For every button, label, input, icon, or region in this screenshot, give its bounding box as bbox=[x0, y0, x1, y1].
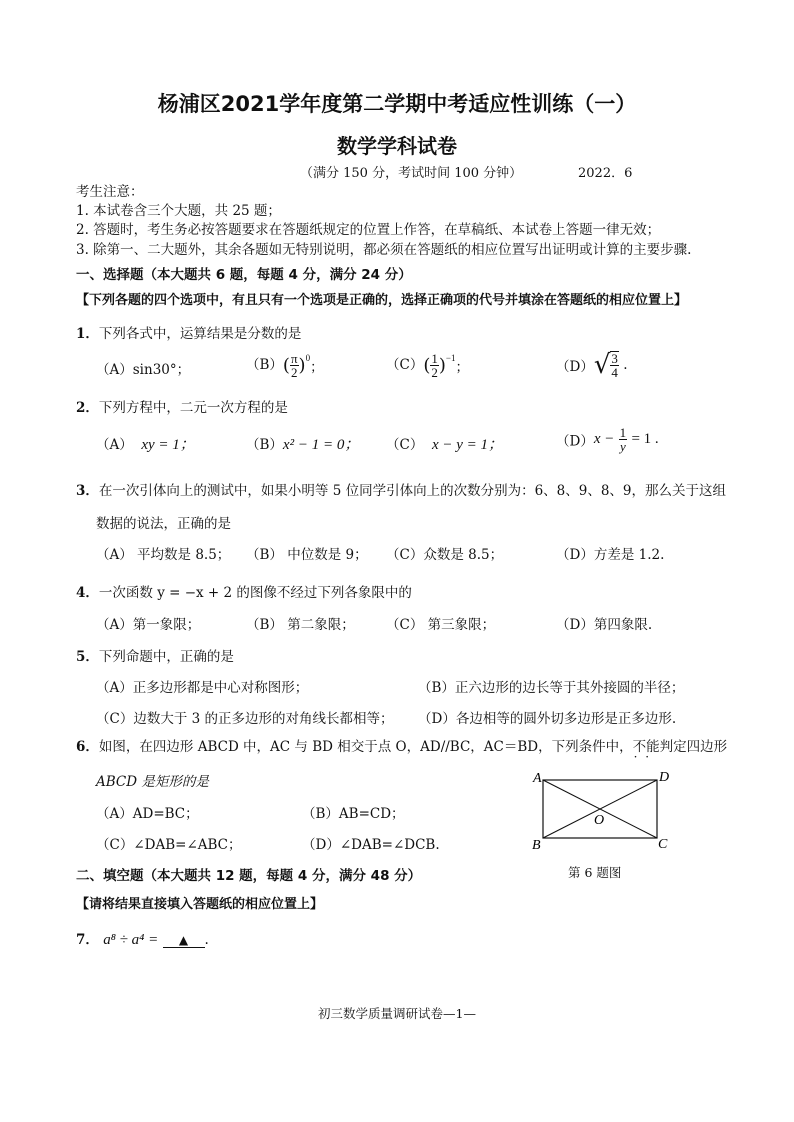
question-7 bbox=[76, 928, 209, 949]
option-label: （D） bbox=[556, 433, 594, 450]
section2-heading: 二、填空题（本大题共 12 题，每题 4 分，满分 48 分） bbox=[76, 868, 422, 884]
q3-option-a: （A） 平均数是 8.5； bbox=[96, 547, 231, 563]
notice-item-1: 1. 本试卷含三个大题，共 25 题； bbox=[76, 203, 281, 219]
q6-option-b: （B）AB=CD； bbox=[302, 806, 405, 822]
question-text: 下列各式中，运算结果是分数的是 bbox=[98, 326, 302, 342]
label-b: B bbox=[532, 838, 541, 853]
question-number: 4． bbox=[76, 585, 99, 601]
q1-option-b: （B）( $\frac{\pi}{2}$ )$^0$； bbox=[246, 351, 324, 380]
option-label: （B） bbox=[246, 437, 283, 453]
question-6 bbox=[76, 735, 727, 755]
q4-option-c: （C） 第三象限； bbox=[386, 617, 496, 633]
exponent: 0 bbox=[305, 353, 311, 363]
section2-instruction: 【请将结果直接填入答题纸的相应位置上】 bbox=[76, 897, 324, 912]
question-1 bbox=[76, 322, 301, 342]
q6-option-c: （C）∠DAB=∠ABC； bbox=[96, 837, 242, 853]
option-label: （B） bbox=[246, 357, 283, 373]
option-text: sin30°； bbox=[132, 362, 191, 378]
fraction-denominator: y bbox=[620, 439, 626, 454]
q4-option-a: （A）第一象限； bbox=[96, 617, 201, 633]
question-text: . bbox=[204, 932, 209, 948]
fraction-denominator: 4 bbox=[611, 365, 618, 380]
option-label: （A） bbox=[96, 437, 133, 453]
q3-option-d: （D）方差是 1.2. bbox=[556, 547, 665, 563]
question-text: 如图，在四边形 ABCD 中，AC 与 BD 相交于点 O，AD//BC，AC＝BD，下列条件中， bbox=[98, 739, 633, 755]
label-d: D bbox=[659, 770, 670, 785]
section1-instruction: 【下列各题的四个选项中，有且只有一个选项是正确的，选择正确项的代号并填涂在答题纸的相应位置上】 bbox=[76, 293, 688, 308]
exam-date: 2022．6 bbox=[578, 166, 633, 181]
question-number: 2． bbox=[76, 400, 99, 416]
option-label: （A） bbox=[96, 362, 133, 378]
option-text: xy = 1； bbox=[141, 437, 195, 453]
q2-option-b bbox=[246, 433, 359, 454]
q6-figure bbox=[528, 764, 678, 854]
option-label: （C） bbox=[386, 437, 424, 453]
option-label: （D） bbox=[556, 359, 594, 375]
page-footer: 初三数学质量调研试卷—1— bbox=[318, 1006, 476, 1021]
radical-icon: √ bbox=[593, 350, 611, 380]
triangle-icon: ▲ bbox=[178, 933, 189, 947]
q6-option-a: （A）AD=BC； bbox=[96, 806, 199, 822]
fraction-denominator: 2 bbox=[431, 365, 438, 380]
question-text: 下列命题中，正确的是 bbox=[98, 649, 234, 665]
fraction-numerator: 1 bbox=[431, 351, 438, 366]
q5-option-a: （A）正多边形都是中心对称图形； bbox=[96, 680, 309, 696]
q4-option-b: （B） 第二象限； bbox=[246, 617, 355, 633]
label-a: A bbox=[533, 771, 542, 786]
q3-option-c: （C）众数是 8.5； bbox=[386, 547, 504, 563]
fraction-numerator: π bbox=[290, 351, 298, 366]
question-number: 1． bbox=[76, 326, 99, 342]
notice-item-2: 2. 答题时，考生务必按答题要求在答题纸规定的位置上作答，在草稿纸、本试卷上答题一律无效； bbox=[76, 222, 661, 238]
q1-option-a bbox=[96, 358, 190, 378]
fraction-numerator: 1 bbox=[619, 425, 627, 440]
q3-option-b: （B） 中位数是 9； bbox=[246, 547, 368, 563]
emphasis-text: 不能 · · bbox=[633, 739, 660, 755]
question-2 bbox=[76, 396, 288, 416]
question-number: 5． bbox=[76, 649, 99, 665]
fraction-denominator: 2 bbox=[290, 365, 298, 380]
q5-option-c: （C）边数大于 3 的正多边形的对角线长都相等； bbox=[96, 711, 394, 727]
question-5 bbox=[76, 645, 234, 665]
q2-option-d bbox=[556, 426, 659, 453]
question-text: 一次函数 y = −x + 2 的图像不经过下列各象限中的 bbox=[98, 585, 412, 601]
option-text: x − bbox=[593, 431, 615, 447]
question-6-cont: ABCD 是矩形的是 bbox=[96, 774, 209, 790]
exam-meta: （满分 150 分，考试时间 100 分钟） bbox=[300, 166, 523, 181]
q2-option-c bbox=[386, 433, 503, 454]
q4-option-d: （D）第四象限. bbox=[556, 617, 653, 633]
page-title: 杨浦区2021学年度第二学期中考适应性训练（一） bbox=[157, 92, 637, 116]
notice-heading: 考生注意： bbox=[76, 184, 144, 200]
question-number: 6． bbox=[76, 739, 99, 755]
question-text: 在一次引体向上的测试中，如果小明等 5 位同学引体向上的次数分别为：6、8、9、8、9，那么关于这组 bbox=[98, 483, 727, 499]
q1-option-d: （D）√ $\frac{3}{4}$ . bbox=[556, 350, 628, 380]
option-text: x² − 1 = 0； bbox=[282, 437, 360, 453]
q2-option-a bbox=[96, 433, 195, 454]
question-4 bbox=[76, 581, 412, 601]
q5-option-b: （B）正六边形的边长等于其外接圆的半径； bbox=[418, 680, 685, 696]
question-text: 判定四边形 bbox=[659, 739, 728, 755]
q6-option-d: （D）∠DAB=∠DCB. bbox=[302, 837, 440, 853]
label-c: C bbox=[658, 837, 668, 852]
question-3 bbox=[76, 479, 726, 499]
option-text: x − y = 1； bbox=[431, 437, 503, 453]
question-text: 下列方程中，二元一次方程的是 bbox=[98, 400, 288, 416]
q5-option-d: （D）各边相等的圆外切多边形是正多边形. bbox=[418, 711, 677, 727]
label-o: O bbox=[594, 813, 605, 828]
option-text: = 1 . bbox=[631, 431, 659, 447]
q1-option-c: （C）( $\frac{1}{2}$ )$^{-1}$； bbox=[386, 351, 469, 380]
question-expression: a⁸ ÷ a⁴ = bbox=[103, 932, 159, 948]
figure-caption: 第 6 题图 bbox=[568, 865, 622, 880]
fraction-numerator: 3 bbox=[611, 351, 618, 366]
question-3-cont: 数据的说法，正确的是 bbox=[96, 516, 231, 532]
notice-item-3: 3. 除第一、二大题外，其余各题如无特别说明，都必须在答题纸的相应位置写出证明或计算的主要步骤. bbox=[76, 242, 692, 258]
page-subtitle: 数学学科试卷 bbox=[337, 134, 457, 158]
question-number: 3． bbox=[76, 483, 99, 499]
section1-heading: 一、选择题（本大题共 6 题，每题 4 分，满分 24 分） bbox=[76, 267, 412, 283]
option-label: （C） bbox=[386, 357, 424, 373]
question-number: 7． bbox=[76, 932, 99, 948]
answer-blank[interactable] bbox=[163, 933, 205, 948]
exponent: −1 bbox=[445, 353, 456, 363]
